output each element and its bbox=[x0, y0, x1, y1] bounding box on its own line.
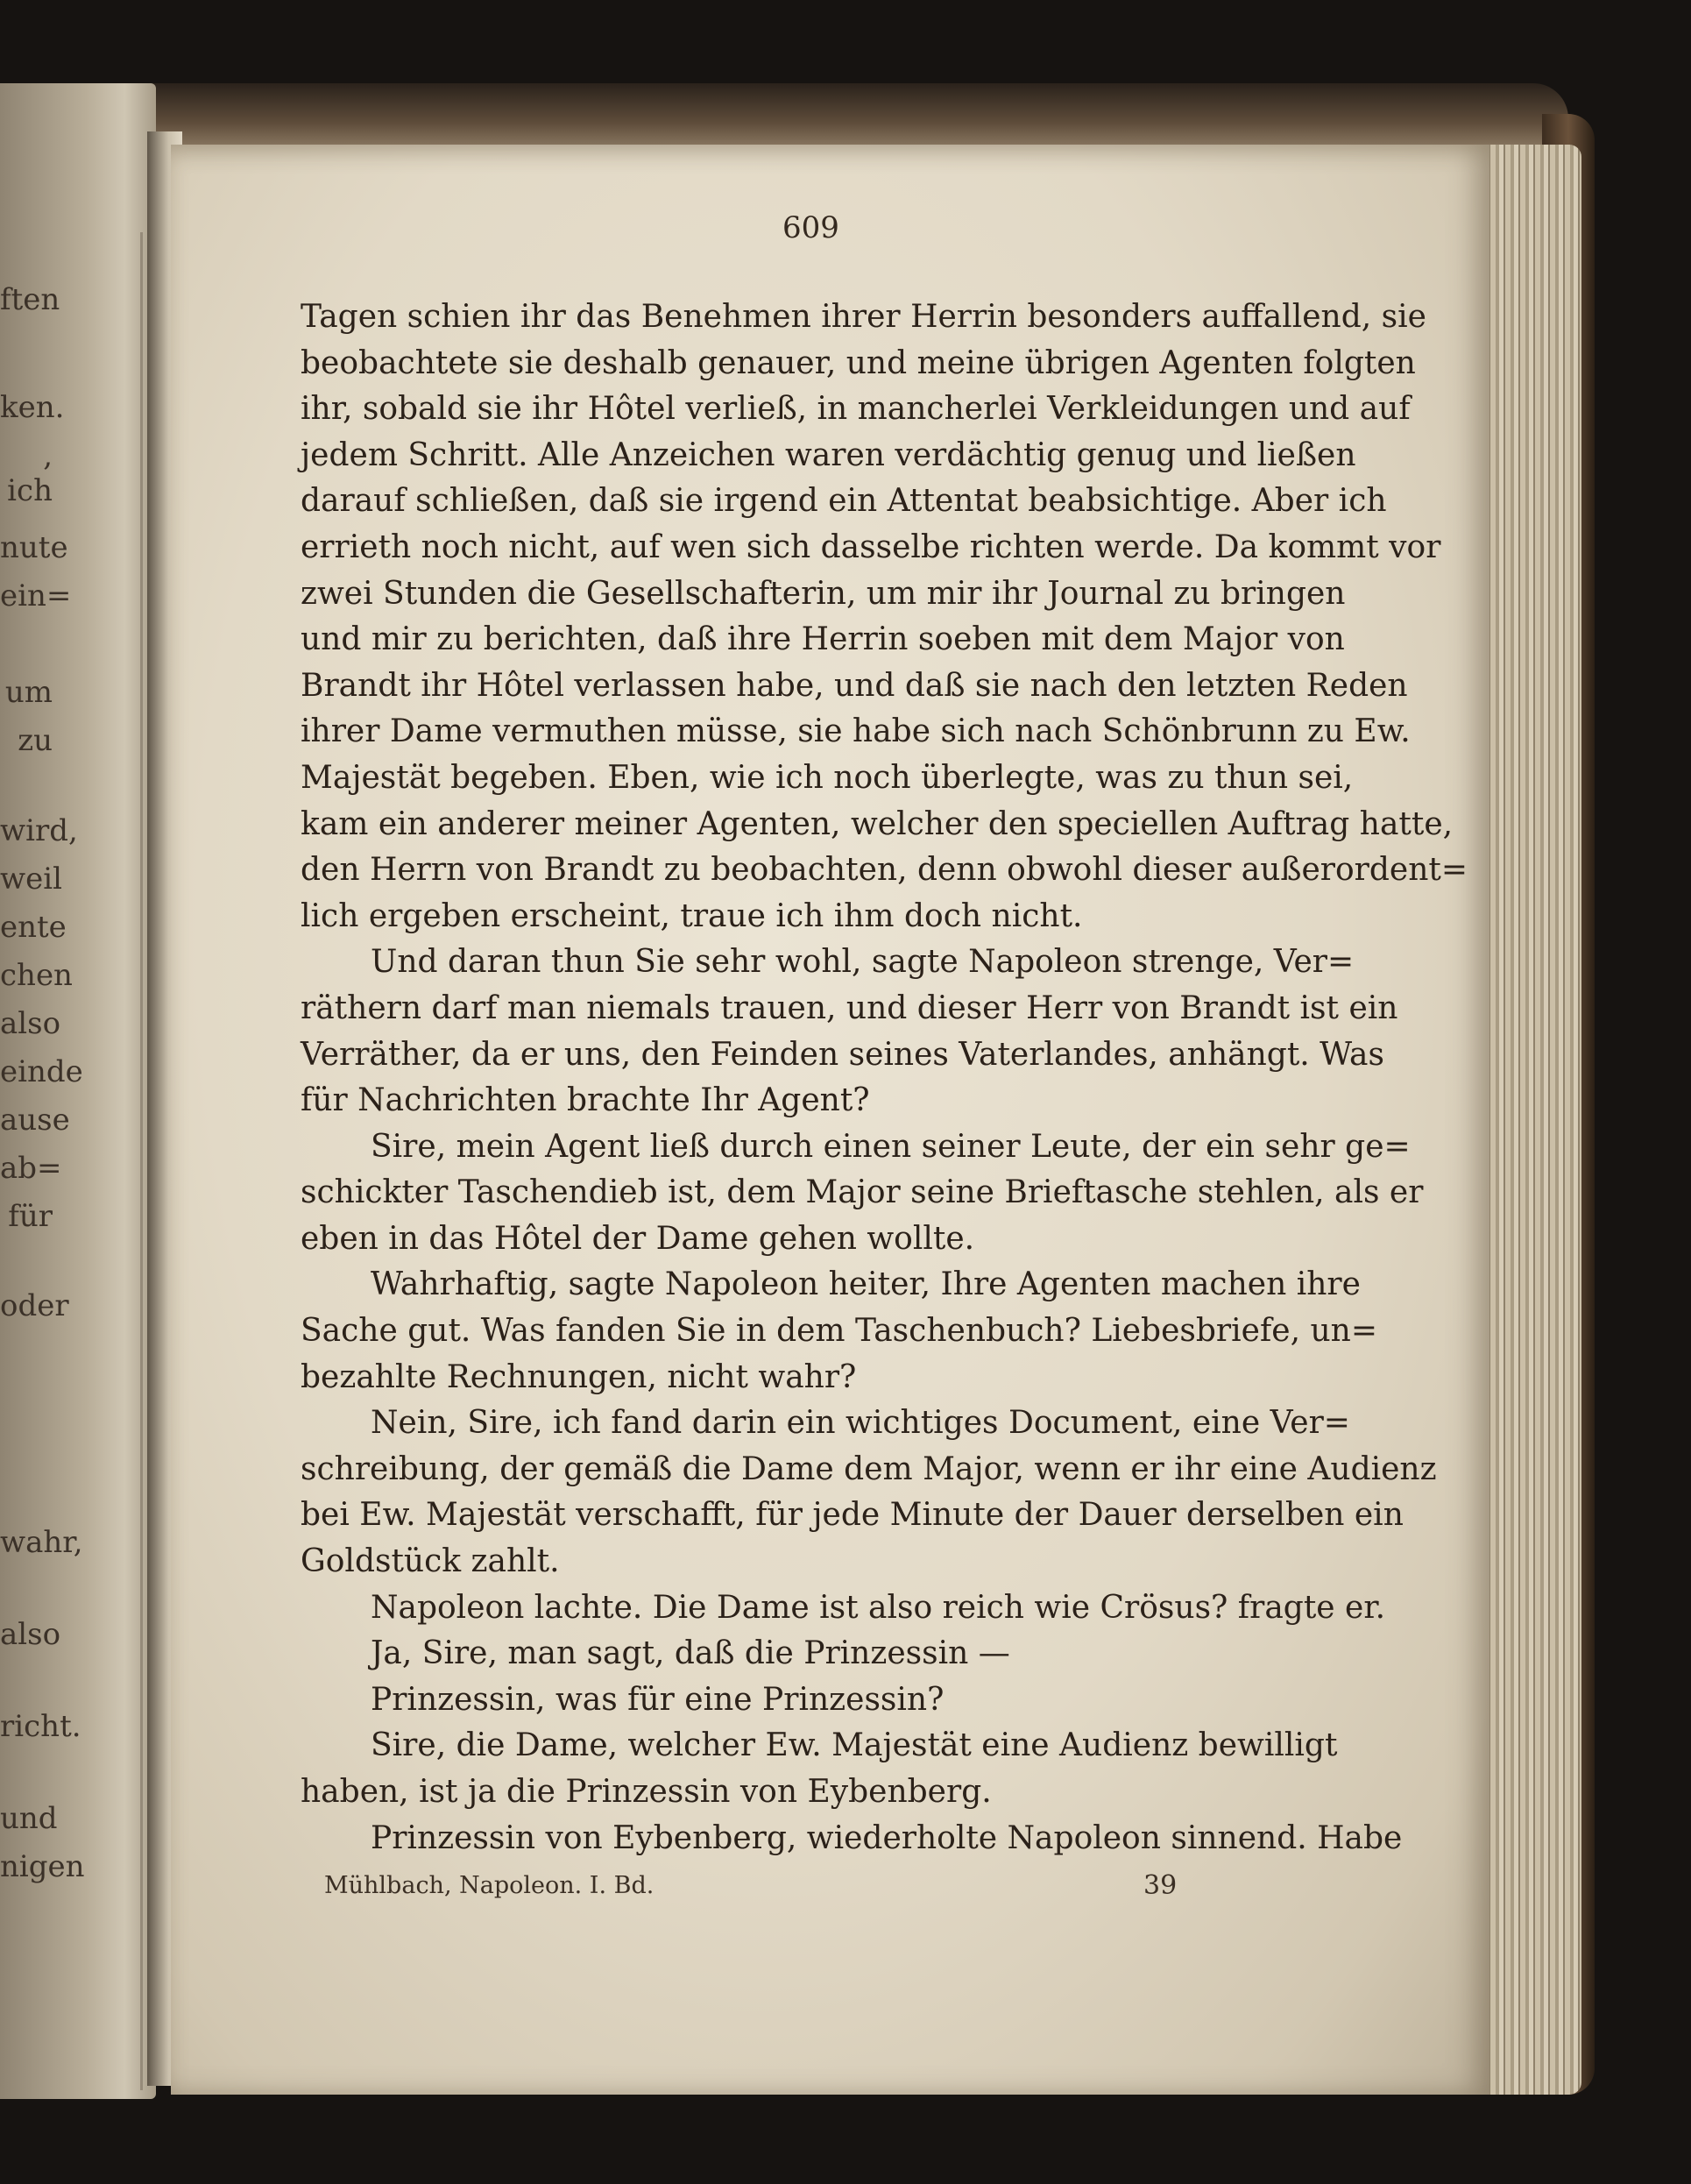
left-page-fragment: also bbox=[0, 1006, 61, 1041]
left-page-fragment: für bbox=[8, 1199, 53, 1234]
footer-title: Mühlbach, Napoleon. I. Bd. bbox=[324, 1872, 654, 1899]
left-page-edge bbox=[140, 232, 143, 2090]
text-line: zwei Stunden die Gesellschafterin, um mir ihr Journal zu bringen bbox=[301, 575, 1346, 612]
text-line: den Herrn von Brandt zu beobachten, denn obwohl dieser außerordent= bbox=[301, 852, 1468, 889]
left-page-fragment: ften bbox=[0, 282, 60, 317]
text-line: ihr, sobald sie ihr Hôtel verließ, in mancherlei Verkleidungen und auf bbox=[301, 391, 1411, 428]
left-page-fragment: ken. bbox=[0, 390, 65, 425]
text-line: für Nachrichten brachte Ihr Agent? bbox=[301, 1082, 870, 1119]
text-line: Wahrhaftig, sagte Napoleon heiter, Ihre Agenten machen ihre bbox=[371, 1266, 1361, 1303]
left-page-fragment: ause bbox=[0, 1103, 70, 1138]
left-page-fragment: wird, bbox=[0, 813, 78, 848]
left-page-fragment: um bbox=[4, 675, 53, 710]
text-line: bei Ew. Majestät verschafft, für jede Minute der Dauer derselben ein bbox=[301, 1497, 1404, 1534]
text-line: Sire, mein Agent ließ durch einen seiner Leute, der ein sehr ge= bbox=[371, 1128, 1411, 1165]
left-page-fragment: oder bbox=[0, 1288, 69, 1323]
text-line: Tagen schien ihr das Benehmen ihrer Herrin besonders auffallend, sie bbox=[301, 299, 1426, 335]
text-line: bezahlte Rechnungen, nicht wahr? bbox=[301, 1358, 857, 1395]
text-line: beobachtete sie deshalb genauer, und meine übrigen Agenten folgten bbox=[301, 344, 1416, 381]
text-line: jedem Schritt. Alle Anzeichen waren verdächtig genug und ließen bbox=[301, 436, 1356, 473]
text-line: haben, ist ja die Prinzessin von Eybenberg. bbox=[301, 1774, 992, 1810]
page-edges bbox=[1481, 145, 1581, 2095]
left-page-fragment: einde bbox=[0, 1054, 83, 1089]
page-body-text bbox=[301, 294, 1468, 1861]
text-line: Sire, die Dame, welcher Ew. Majestät eine Audienz bewilligt bbox=[371, 1727, 1338, 1764]
left-page-fragment: nute bbox=[0, 530, 68, 565]
text-line: Verräther, da er uns, den Feinden seines Vaterlandes, anhängt. Was bbox=[301, 1036, 1384, 1073]
text-line: räthern darf man niemals trauen, und dieser Herr von Brandt ist ein bbox=[301, 989, 1398, 1026]
text-line: Napoleon lachte. Die Dame ist also reich wie Crösus? fragte er. bbox=[371, 1589, 1386, 1626]
text-line: schreibung, der gemäß die Dame dem Major, wenn er ihr eine Audienz bbox=[301, 1450, 1437, 1487]
left-page-fragment: also bbox=[0, 1617, 61, 1652]
footer-signature: 39 bbox=[1143, 1870, 1178, 1901]
text-line: schickter Taschendieb ist, dem Major seine Brieftasche stehlen, als er bbox=[301, 1174, 1424, 1211]
left-page-fragment: und bbox=[0, 1801, 58, 1836]
text-line: Ja, Sire, man sagt, daß die Prinzessin — bbox=[371, 1635, 1010, 1672]
text-line: Prinzessin, was für eine Prinzessin? bbox=[371, 1681, 945, 1718]
page-number: 609 bbox=[782, 210, 839, 245]
left-page-fragment: , ich bbox=[7, 438, 53, 508]
text-line: Und daran thun Sie sehr wohl, sagte Napoleon strenge, Ver= bbox=[371, 944, 1355, 981]
text-line: Nein, Sire, ich fand darin ein wichtiges Document, eine Ver= bbox=[371, 1405, 1350, 1442]
text-line: Brandt ihr Hôtel verlassen habe, und daß sie nach den letzten Reden bbox=[301, 667, 1408, 704]
left-page-fragment: zu bbox=[18, 723, 53, 758]
text-line: und mir zu berichten, daß ihre Herrin soeben mit dem Major von bbox=[301, 621, 1345, 658]
left-page-fragment: weil bbox=[0, 862, 62, 897]
book-cover-top bbox=[0, 83, 1568, 149]
text-line: ihrer Dame vermuthen müsse, sie habe sich nach Schönbrunn zu Ew. bbox=[301, 713, 1411, 750]
text-line: Sache gut. Was fanden Sie in dem Taschenbuch? Liebesbriefe, un= bbox=[301, 1313, 1377, 1350]
left-page-fragment: richt. bbox=[0, 1709, 81, 1744]
left-page-fragment: wahr, bbox=[0, 1525, 83, 1560]
text-line: kam ein anderer meiner Agenten, welcher den speciellen Auftrag hatte, bbox=[301, 805, 1454, 842]
left-page-fragment: ein= bbox=[0, 578, 72, 613]
text-line: lich ergeben erscheint, traue ich ihm doch nicht. bbox=[301, 897, 1083, 934]
left-page-fragment: nigen bbox=[0, 1849, 85, 1884]
text-line: Prinzessin von Eybenberg, wiederholte Napoleon sinnend. Habe bbox=[371, 1819, 1403, 1856]
left-page bbox=[0, 83, 156, 2099]
left-page-fragment: ab= bbox=[0, 1151, 62, 1186]
text-line: darauf schließen, daß sie irgend ein Attentat beabsichtige. Aber ich bbox=[301, 483, 1387, 520]
left-page-fragment: ente bbox=[0, 910, 67, 945]
text-line: eben in das Hôtel der Dame gehen wollte. bbox=[301, 1220, 975, 1257]
left-page-fragment: chen bbox=[0, 958, 73, 993]
text-line: Majestät begeben. Eben, wie ich noch überlegte, was zu thun sei, bbox=[301, 759, 1354, 796]
text-line: errieth noch nicht, auf wen sich dasselbe richten werde. Da kommt vor bbox=[301, 528, 1441, 565]
text-line: Goldstück zahlt. bbox=[301, 1543, 560, 1580]
